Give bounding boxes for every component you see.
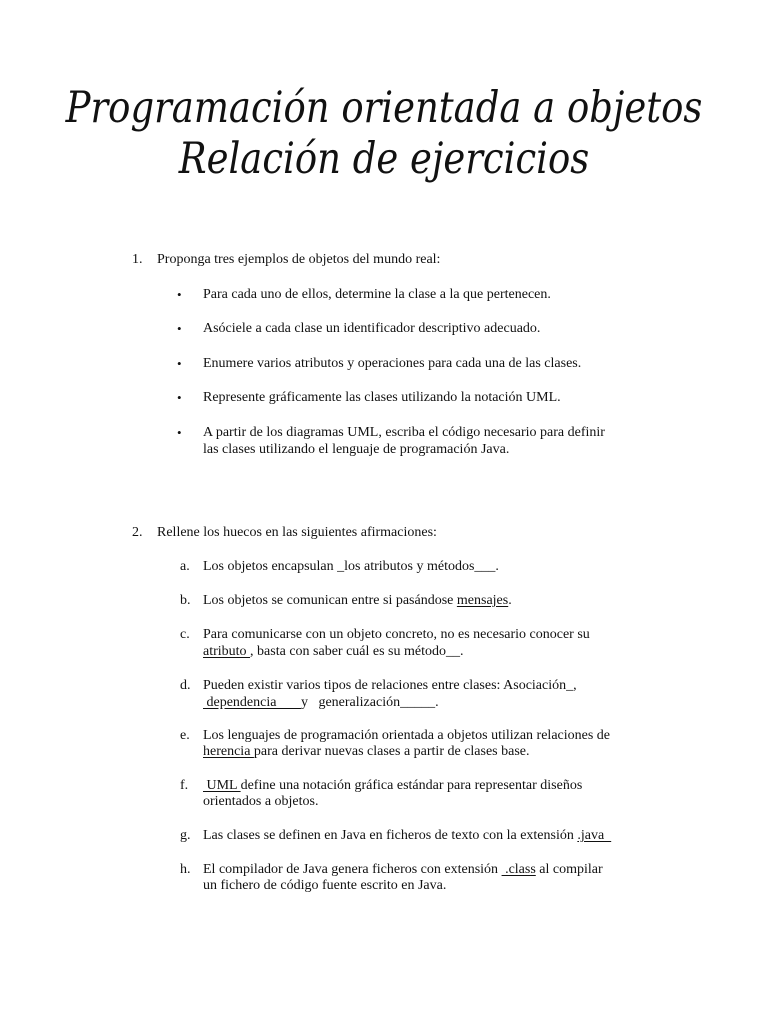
item-b-answer: mensajes — [456, 593, 509, 608]
item-g-letter: g. — [180, 828, 191, 843]
item-e-text: Los lenguajes de programación orientada a objetos utilizan relaciones de — [203, 728, 611, 743]
item-c-text-cont: atributo , basta con saber cuál es su método__. — [203, 644, 464, 659]
item-a-letter: a. — [180, 559, 190, 574]
q1-bullet-5-cont: las clases utilizando el lenguaje de programación Java. — [203, 442, 510, 457]
item-d-letter: d. — [180, 678, 191, 693]
item-a-text: Los objetos encapsulan _los atributos y métodos___. — [203, 559, 499, 574]
item-e-text-cont: herencia para derivar nuevas clases a partir de clases base. — [203, 744, 530, 759]
question-1-number: 1. — [132, 252, 143, 267]
item-c-text: Para comunicarse con un objeto concreto, no es necesario conocer su — [203, 627, 590, 642]
item-d-text-cont: dependencia y generalización_____. — [203, 695, 439, 710]
bullet-icon: • — [177, 425, 182, 440]
question-2-number: 2. — [132, 525, 143, 540]
item-h-answer: .class — [501, 862, 536, 877]
q1-bullet-1: Para cada uno de ellos, determine la clase a la que pertenecen. — [203, 287, 551, 302]
question-2-text: Rellene los huecos en las siguientes afirmaciones: — [157, 525, 437, 540]
question-1-text: Proponga tres ejemplos de objetos del mundo real: — [157, 252, 441, 267]
item-g-answer: .java — [577, 828, 612, 843]
item-f-text: UML define una notación gráfica estándar para representar diseños — [203, 778, 583, 793]
item-h-letter: h. — [180, 862, 191, 877]
item-a-answer: _los atributos y métodos___ — [337, 559, 496, 574]
item-e-answer: herencia — [203, 744, 254, 759]
item-b-text: Los objetos se comunican entre si pasándose mensajes. — [203, 593, 512, 608]
bullet-icon: • — [177, 390, 182, 405]
q1-bullet-4: Represente gráficamente las clases utilizando la notación UML. — [203, 390, 561, 405]
bullet-icon: • — [177, 321, 182, 336]
item-d-answer: dependencia — [203, 695, 301, 710]
item-c-letter: c. — [180, 627, 190, 642]
item-b-letter: b. — [180, 593, 191, 608]
q1-bullet-5: A partir de los diagramas UML, escriba el código necesario para definir — [203, 425, 605, 440]
bullet-icon: • — [177, 356, 182, 371]
item-e-letter: e. — [180, 728, 190, 743]
bullet-icon: • — [177, 287, 182, 302]
item-d-text: Pueden existir varios tipos de relaciones entre clases: Asociación_, — [203, 678, 577, 693]
q1-bullet-2: Asóciele a cada clase un identificador descriptivo adecuado. — [203, 321, 541, 336]
item-h-text: El compilador de Java genera ficheros con extensión .class al compilar — [203, 862, 603, 877]
page-subtitle: Relación de ejercicios — [178, 134, 590, 184]
item-c-answer: atributo — [203, 644, 251, 659]
item-f-letter: f. — [180, 778, 189, 793]
item-h-text-cont: un fichero de código fuente escrito en Java. — [203, 878, 447, 893]
page-title: Programación orientada a objetos — [65, 83, 703, 133]
item-g-text: Las clases se definen en Java en ficheros de texto con la extensión .java — [203, 828, 612, 843]
item-f-answer: UML — [203, 778, 241, 793]
item-f-text-cont: orientados a objetos. — [203, 794, 319, 809]
q1-bullet-3: Enumere varios atributos y operaciones para cada una de las clases. — [203, 356, 582, 371]
